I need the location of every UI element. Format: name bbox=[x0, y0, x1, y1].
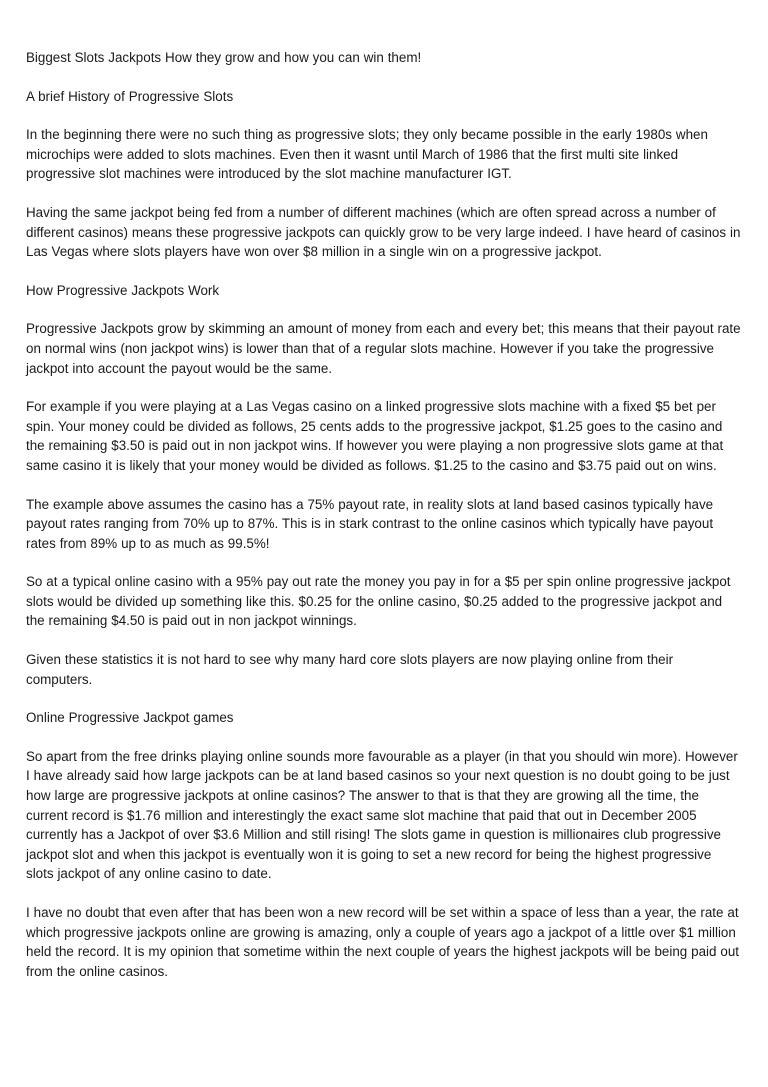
paragraph-online-1: So apart from the free drinks playing online sounds more favourable as a player (in that you should win more). However I have already said how large jackpots can be at land based casinos so your next question is no doubt going to be just how large are progressive jackpots at online casinos? The answer to that is that they are growing all the time, the current record is $1.76 million and interestingly the exact same slot machine that paid that out in December 2005 currently has a Jackpot of over $3.6 Million and still rising! The slots game in question is millionaires club progressive jackpot slot and when this jackpot is eventually won it is going to set a new record for being the highest progressive slots jackpot of any online casino to date. bbox=[26, 748, 738, 882]
section-heading-online: Online Progressive Jackpot games bbox=[26, 710, 234, 726]
paragraph-history-2: Having the same jackpot being fed from a number of different machines (which are often spread across a number of different casinos) means these progressive jackpots can quickly grow to be very large indeed. I have heard of casinos in Las Vegas where slots players have won over $8 million in a single win on a progressive jackpot. bbox=[26, 204, 741, 260]
paragraph-how-5: Given these statistics it is not hard to see why many hard core slots players are now playing online from their computers. bbox=[26, 652, 674, 687]
paragraph-how-1: Progressive Jackpots grow by skimming an amount of money from each and every bet; this means that their payout rate on normal wins (non jackpot wins) is lower than that of a regular slots machine. However if you take the progressive jackpot into account the payout would be the same. bbox=[26, 321, 741, 376]
section-heading-history: A brief History of Progressive Slots bbox=[26, 88, 234, 104]
paragraph-how-3: The example above assumes the casino has a 75% payout rate, in reality slots at land based casinos typically have payout rates ranging from 70% up to 87%. This is in stark contrast to the online casinos which typically have payout rates from 89% up to as much as 99.5%! bbox=[26, 496, 714, 551]
document-title: Biggest Slots Jackpots How they grow and how you can win them! bbox=[26, 50, 422, 65]
paragraph-how-2: For example if you were playing at a Las Vegas casino on a linked progressive slots machine with a fixed $5 bet per spin. Your money could be divided as follows, 25 cents adds to the progressive jackpot, $1.25 goes to the casino and the remaining $3.50 is paid out in non jackpot wins. If however you were playing a non progressive slots game at that same casino it is likely that your money would be divided as follows. $1.25 to the casino and $3.75 paid out on wins. bbox=[26, 399, 724, 473]
paragraph-online-2: I have no doubt that even after that has been won a new record will be set within a space of less than a year, the rate at which progressive jackpots online are growing is amazing, only a couple of years ago a jackpot of a little over $1 million held the record. It is my opinion that sometime within the next couple of years the highest jackpots will be being paid out from the online casinos. bbox=[26, 905, 740, 979]
paragraph-history-1: In the beginning there were no such thing as progressive slots; they only became possible in the early 1980s when microchips were added to slots machines. Even then it wasnt until March of 1986 that the first multi site linked progressive slot machines were introduced by the slot machine manufacturer IGT. bbox=[26, 127, 708, 182]
section-heading-how: How Progressive Jackpots Work bbox=[26, 282, 220, 298]
paragraph-how-4: So at a typical online casino with a 95% pay out rate the money you pay in for a $5 per spin online progressive jackpot slots would be divided up something like this. $0.25 for the online casino, $0.25 added to the progressive jackpot and the remaining $4.50 is paid out in non jackpot winnings. bbox=[26, 574, 731, 629]
